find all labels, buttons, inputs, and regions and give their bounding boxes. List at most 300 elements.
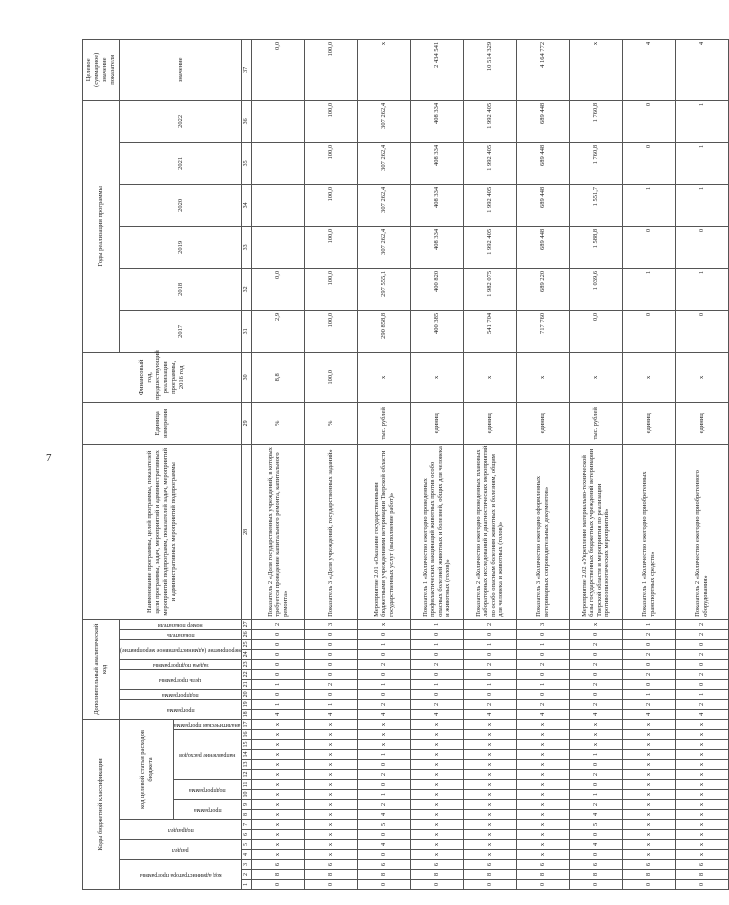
code-cell: 2 — [304, 679, 357, 689]
code-cell: 1 — [675, 689, 728, 699]
row-target: 2 434 541 — [410, 39, 463, 100]
table-row — [675, 39, 728, 889]
row-target: 10 514 329 — [463, 39, 516, 100]
code-cell: 0 — [251, 649, 304, 659]
code-cell: 0 — [569, 629, 622, 639]
code-cell: 3 — [516, 619, 569, 629]
row-target: x — [569, 39, 622, 100]
code-cell: x — [622, 740, 675, 750]
code-cell: 4 — [675, 709, 728, 719]
code-cell: x — [304, 840, 357, 850]
code-cell: 0 — [463, 669, 516, 679]
column-number: 32 — [241, 268, 251, 310]
code-cell: 0 — [675, 659, 728, 669]
code-cell: 2 — [622, 699, 675, 709]
row-year-value: 100,0 — [304, 100, 357, 142]
code-cell: x — [357, 619, 410, 629]
code-cell: x — [304, 719, 357, 729]
code-cell: 0 — [463, 880, 516, 890]
column-number: 22 — [241, 669, 251, 679]
code-cell: 4 — [569, 840, 622, 850]
code-cell: x — [251, 810, 304, 820]
code-cell: 5 — [357, 820, 410, 830]
row-year-value: 0,0 — [251, 268, 304, 310]
code-cell: x — [516, 780, 569, 790]
code-cell: 0 — [569, 830, 622, 840]
row-year-value: 307 262,4 — [357, 100, 410, 142]
code-cell: 8 — [251, 870, 304, 880]
code-cell: 6 — [516, 860, 569, 870]
row-name: Показатель 2 «Доля государственных учреждений, в которых требуется проведение капитального ремонта, капитального ремонта» — [251, 444, 304, 619]
code-cell: x — [463, 770, 516, 780]
code-cell: 2 — [675, 619, 728, 629]
code-cell: x — [304, 790, 357, 800]
row-name: Показатель 3 «Количество ежегодно оформленных ветеринарных сопроводительных документов» — [516, 444, 569, 619]
code-cell: 0 — [304, 639, 357, 649]
code-cell: 2 — [516, 699, 569, 709]
row-year-value: 2,9 — [251, 310, 304, 352]
code-cell: x — [463, 730, 516, 740]
code-cell: 0 — [569, 780, 622, 790]
column-number: 20 — [241, 689, 251, 699]
code-cell: 8 — [516, 870, 569, 880]
code-cell: 2 — [622, 669, 675, 679]
code-cell: x — [516, 790, 569, 800]
code-cell: 0 — [251, 639, 304, 649]
code-cell: x — [516, 750, 569, 760]
row-unit: % — [304, 402, 357, 444]
code-cell: x — [516, 740, 569, 750]
row-year-value: 400 820 — [410, 268, 463, 310]
code-cell: x — [463, 810, 516, 820]
code-cell: 1 — [516, 679, 569, 689]
header-code-program-text: программа — [193, 807, 222, 814]
code-cell: 0 — [516, 689, 569, 699]
header-code-expense — [174, 730, 241, 780]
row-year-value: 1 — [675, 268, 728, 310]
code-cell: 0 — [251, 629, 304, 639]
code-cell: x — [622, 790, 675, 800]
row-prev-year: 100,0 — [304, 352, 357, 402]
header-program-goal — [120, 669, 242, 689]
row-year-value: 400 385 — [410, 310, 463, 352]
row-year-value: 0 — [622, 310, 675, 352]
code-cell: x — [410, 820, 463, 830]
code-cell: 0 — [516, 669, 569, 679]
code-cell: x — [410, 770, 463, 780]
code-cell: 0 — [569, 880, 622, 890]
header-additional-codes: Дополнительный аналитический код — [83, 619, 120, 719]
row-unit: тыс. рублей — [569, 402, 622, 444]
code-cell: x — [622, 780, 675, 790]
code-cell: 1 — [569, 790, 622, 800]
code-cell: 1 — [357, 750, 410, 760]
row-year-value: 1 982 075 — [463, 268, 516, 310]
code-cell: x — [251, 730, 304, 740]
code-cell: 0 — [357, 629, 410, 639]
row-unit: единиц — [463, 402, 516, 444]
row-target: x — [357, 39, 410, 100]
code-cell: 0 — [569, 850, 622, 860]
column-number: 3 — [241, 860, 251, 870]
header-budget-codes: Коды бюджетной классификации — [83, 719, 120, 889]
column-number: 11 — [241, 780, 251, 790]
code-cell: x — [410, 780, 463, 790]
row-year-value: 290 858,8 — [357, 310, 410, 352]
header-target-article: код целевой статьи расходов бюджета — [120, 719, 174, 819]
code-cell: 0 — [516, 649, 569, 659]
header-subprogram-task — [120, 659, 242, 669]
code-cell: x — [622, 719, 675, 729]
row-year-value: 1 588,8 — [569, 226, 622, 268]
code-cell: x — [675, 730, 728, 740]
code-cell: 1 — [357, 679, 410, 689]
code-cell: x — [463, 800, 516, 810]
row-target: 0,0 — [251, 39, 304, 100]
code-cell: x — [569, 740, 622, 750]
row-year-value: 307 262,4 — [357, 184, 410, 226]
header-name: Наименование программы, целей программы, показателей цели программы, задач, мероприятий и административных мероприятий подпрограмм, показателей задач, мероприятий и административных мероприятий подпрограммы — [83, 444, 242, 619]
row-unit: единиц — [675, 402, 728, 444]
table-header — [83, 39, 252, 889]
code-cell: 0 — [622, 639, 675, 649]
header-code-analytic-text: аналитическая программа — [174, 722, 241, 729]
code-cell: 4 — [622, 709, 675, 719]
code-cell: x — [251, 719, 304, 729]
header-value: значение — [120, 39, 242, 100]
code-cell: x — [622, 800, 675, 810]
row-year-value: 307 262,4 — [357, 142, 410, 184]
code-cell: 1 — [357, 790, 410, 800]
row-year-value: 0 — [622, 100, 675, 142]
row-target: 4 — [622, 39, 675, 100]
code-cell: x — [357, 740, 410, 750]
header-subprogram-text: подпрограмма — [162, 692, 199, 699]
header-indicator — [120, 629, 242, 639]
row-year-value: 100,0 — [304, 226, 357, 268]
code-cell: 2 — [357, 659, 410, 669]
code-cell: x — [516, 730, 569, 740]
code-cell: 2 — [569, 659, 622, 669]
code-cell: x — [675, 719, 728, 729]
code-cell: x — [304, 770, 357, 780]
code-cell: x — [675, 770, 728, 780]
code-cell: x — [410, 810, 463, 820]
row-year-value: 100,0 — [304, 184, 357, 226]
code-cell: 0 — [357, 780, 410, 790]
row-year-value: 408 334 — [410, 142, 463, 184]
code-cell: 2 — [622, 649, 675, 659]
column-number: 33 — [241, 226, 251, 268]
header-code-program — [174, 800, 241, 820]
code-cell: x — [569, 730, 622, 740]
code-cell: x — [251, 820, 304, 830]
code-cell: x — [304, 760, 357, 770]
code-cell: x — [675, 850, 728, 860]
column-number: 4 — [241, 850, 251, 860]
code-cell: 2 — [463, 699, 516, 709]
code-cell: 8 — [675, 870, 728, 880]
row-name: Показатель 2 «Количество ежегодно проведенных плановых лабораторных исследований и диагностических мероприятий по особо опасным болезням животных и болезням, общим для человека и животных (голов)» — [463, 444, 516, 619]
code-cell: x — [622, 750, 675, 760]
code-cell: 8 — [622, 870, 675, 880]
code-cell: 1 — [463, 639, 516, 649]
code-cell: 0 — [357, 689, 410, 699]
code-cell: 0 — [463, 649, 516, 659]
code-cell: 1 — [251, 679, 304, 689]
code-cell: 1 — [622, 619, 675, 629]
header-years: Годы реализации программы — [83, 100, 120, 352]
code-cell: 0 — [569, 689, 622, 699]
row-year-value: 1 — [675, 100, 728, 142]
code-cell: 2 — [357, 770, 410, 780]
code-cell: 4 — [410, 709, 463, 719]
code-cell: 4 — [357, 709, 410, 719]
code-cell: x — [675, 830, 728, 840]
code-cell: 0 — [251, 689, 304, 699]
code-cell: x — [622, 840, 675, 850]
code-cell: x — [622, 770, 675, 780]
column-number: 2 — [241, 870, 251, 880]
code-cell: 6 — [251, 860, 304, 870]
code-cell: x — [463, 840, 516, 850]
code-cell: x — [516, 850, 569, 860]
code-cell: x — [304, 830, 357, 840]
code-cell: 0 — [622, 659, 675, 669]
header-admin-code-text: код администратора программы — [139, 872, 222, 879]
code-cell: 0 — [357, 669, 410, 679]
header-code-analytic — [174, 719, 241, 729]
code-cell: 0 — [251, 659, 304, 669]
code-cell: 0 — [410, 629, 463, 639]
table-row — [251, 39, 304, 889]
row-year-value: 100,0 — [304, 142, 357, 184]
code-cell: x — [251, 740, 304, 750]
header-prev-year: Финансовый год, предшествующий реализации программы, 2016 год — [83, 352, 242, 402]
row-year-value: 0 — [622, 142, 675, 184]
row-year-value: 1 — [622, 268, 675, 310]
code-cell: x — [410, 719, 463, 729]
code-cell: 1 — [410, 639, 463, 649]
code-cell: 4 — [304, 709, 357, 719]
column-number: 8 — [241, 810, 251, 820]
column-number: 12 — [241, 770, 251, 780]
column-number: 5 — [241, 840, 251, 850]
code-cell: 0 — [516, 629, 569, 639]
header-section — [120, 840, 242, 860]
code-cell: 8 — [410, 870, 463, 880]
code-cell: 0 — [304, 689, 357, 699]
row-unit: тыс. рублей — [357, 402, 410, 444]
code-cell: x — [463, 790, 516, 800]
column-number: 6 — [241, 830, 251, 840]
code-cell: x — [410, 750, 463, 760]
header-program-goal-text: цель программы — [159, 677, 202, 684]
table-row — [357, 39, 410, 889]
code-cell: x — [675, 740, 728, 750]
column-number: 7 — [241, 820, 251, 830]
code-cell: 1 — [357, 639, 410, 649]
row-year-value: 100,0 — [304, 310, 357, 352]
code-cell: 2 — [410, 699, 463, 709]
header-program — [120, 699, 242, 719]
code-cell: x — [463, 719, 516, 729]
column-number: 31 — [241, 310, 251, 352]
code-cell: 2 — [675, 669, 728, 679]
code-cell: x — [463, 820, 516, 830]
row-name: Показатель 1 «Количество ежегодно приобретенных транспортных средств» — [622, 444, 675, 619]
code-cell: 0 — [304, 649, 357, 659]
code-cell: 8 — [304, 870, 357, 880]
code-cell: 0 — [304, 669, 357, 679]
page-number: 7 — [46, 452, 52, 464]
column-number: 26 — [241, 629, 251, 639]
code-cell: x — [622, 760, 675, 770]
column-number: 17 — [241, 719, 251, 729]
code-cell: 0 — [357, 880, 410, 890]
code-cell: x — [675, 780, 728, 790]
column-number: 30 — [241, 352, 251, 402]
code-cell: 2 — [251, 619, 304, 629]
row-name: Показатель 2 «Количество ежегодно приобретенного оборудования» — [675, 444, 728, 619]
header-indicator-number-text: номер показателя — [158, 622, 203, 629]
code-cell: x — [622, 820, 675, 830]
column-number: 19 — [241, 699, 251, 709]
row-year-value: 408 334 — [410, 100, 463, 142]
code-cell: 0 — [569, 760, 622, 770]
row-year-value: 1 551,7 — [569, 184, 622, 226]
column-number: 23 — [241, 659, 251, 669]
code-cell: 8 — [463, 870, 516, 880]
code-cell: x — [251, 780, 304, 790]
row-year-value: 689 220 — [516, 268, 569, 310]
row-prev-year: x — [463, 352, 516, 402]
code-cell: x — [251, 770, 304, 780]
column-number: 14 — [241, 750, 251, 760]
column-number: 37 — [241, 39, 251, 100]
code-cell: 2 — [357, 699, 410, 709]
code-cell: 0 — [410, 689, 463, 699]
code-cell: x — [516, 770, 569, 780]
header-section-text: раздел — [172, 847, 189, 854]
code-cell: 6 — [357, 860, 410, 870]
row-year-value: 689 448 — [516, 142, 569, 184]
code-cell: 6 — [622, 860, 675, 870]
table-row — [569, 39, 622, 889]
header-year-2020: 2020 — [120, 184, 242, 226]
header-code-subprogram-text: подпрограмма — [189, 787, 227, 794]
code-cell: x — [516, 840, 569, 850]
table-row — [410, 39, 463, 889]
column-number: 24 — [241, 649, 251, 659]
header-code-subprogram — [174, 780, 241, 800]
code-cell: 0 — [675, 880, 728, 890]
code-cell: 2 — [569, 800, 622, 810]
code-cell: x — [675, 800, 728, 810]
code-cell: 2 — [675, 629, 728, 639]
code-cell: 2 — [463, 619, 516, 629]
code-cell: 3 — [304, 619, 357, 629]
code-cell: 2 — [675, 649, 728, 659]
code-cell: 5 — [569, 820, 622, 830]
code-cell: 0 — [251, 669, 304, 679]
code-cell: 4 — [357, 810, 410, 820]
code-cell: 6 — [569, 860, 622, 870]
document-page — [82, 40, 709, 890]
code-cell: x — [675, 820, 728, 830]
code-cell: x — [357, 719, 410, 729]
code-cell: 0 — [410, 880, 463, 890]
code-cell: x — [304, 820, 357, 830]
code-cell: x — [463, 780, 516, 790]
code-cell: 0 — [675, 639, 728, 649]
header-indicator-number — [120, 619, 242, 629]
row-year-value: 1 760,8 — [569, 142, 622, 184]
column-number: 9 — [241, 800, 251, 810]
table-row — [622, 39, 675, 889]
code-cell: x — [251, 790, 304, 800]
code-cell: 2 — [569, 699, 622, 709]
row-year-value — [251, 100, 304, 142]
code-cell: 2 — [569, 770, 622, 780]
header-target: Целевое (суммарное) значение показателя — [83, 39, 120, 100]
row-year-value: 0 — [622, 226, 675, 268]
row-unit: единиц — [410, 402, 463, 444]
column-number: 34 — [241, 184, 251, 226]
code-cell: x — [463, 740, 516, 750]
header-unit: Единица измерения — [83, 402, 242, 444]
code-cell: x — [622, 830, 675, 840]
code-cell: x — [410, 790, 463, 800]
code-cell: x — [410, 850, 463, 860]
code-cell: x — [516, 719, 569, 729]
code-cell: 0 — [410, 669, 463, 679]
code-cell: 0 — [357, 850, 410, 860]
header-year-2021: 2021 — [120, 142, 242, 184]
row-year-value: 1 992 405 — [463, 100, 516, 142]
column-number: 15 — [241, 740, 251, 750]
table-row — [304, 39, 357, 889]
code-cell: x — [675, 840, 728, 850]
row-year-value: 297 555,1 — [357, 268, 410, 310]
header-subprogram — [120, 689, 242, 699]
code-cell: x — [410, 830, 463, 840]
header-year-2018: 2018 — [120, 268, 242, 310]
code-cell: x — [463, 830, 516, 840]
row-target: 4 164 772 — [516, 39, 569, 100]
code-cell: 0 — [622, 679, 675, 689]
code-cell: 4 — [357, 840, 410, 850]
row-year-value: 689 448 — [516, 100, 569, 142]
column-number: 28 — [241, 444, 251, 619]
code-cell: 0 — [304, 880, 357, 890]
code-cell: 4 — [463, 709, 516, 719]
row-name: Мероприятие 2.01 «Оказание государственными бюджетными учреждениями ветеринарии Тверской области государственных услуг (выполнение работ)» — [357, 444, 410, 619]
code-cell: x — [675, 750, 728, 760]
code-cell: x — [251, 830, 304, 840]
column-number: 21 — [241, 679, 251, 689]
code-cell: x — [410, 730, 463, 740]
code-cell: 0 — [622, 880, 675, 890]
code-cell: 1 — [516, 639, 569, 649]
code-cell: x — [569, 719, 622, 729]
code-cell: x — [675, 760, 728, 770]
column-number: 18 — [241, 709, 251, 719]
row-year-value: 0 — [675, 310, 728, 352]
row-year-value: 1 — [675, 142, 728, 184]
row-prev-year: x — [410, 352, 463, 402]
header-year-2017: 2017 — [120, 310, 242, 352]
